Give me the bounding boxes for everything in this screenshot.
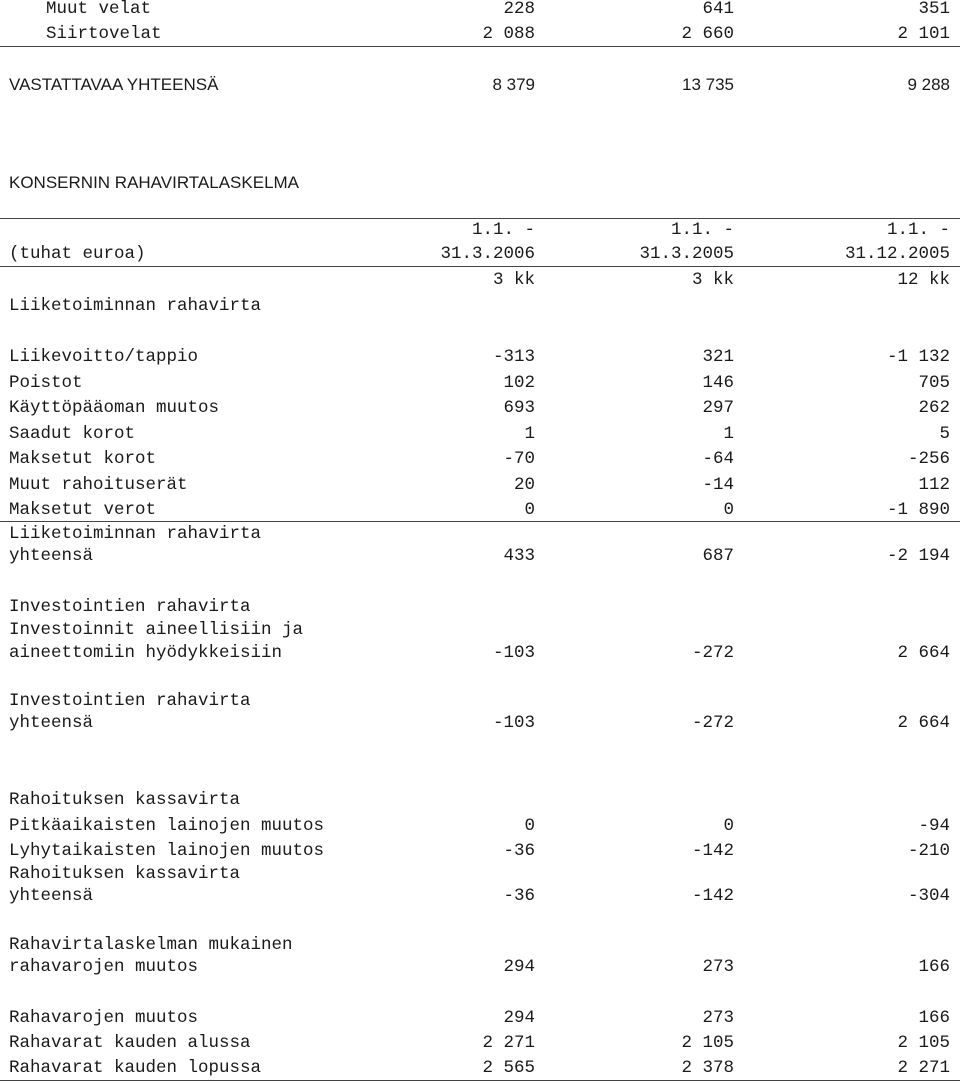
total-label: Rahoituksen kassavirta: [9, 864, 241, 884]
row-label: Rahavarat kauden alussa: [9, 1033, 251, 1053]
table-row: [0, 545, 960, 567]
value-cell: -313: [492, 347, 535, 367]
table-row: [0, 1032, 960, 1054]
table-row: [0, 372, 960, 394]
row-label: Muut velat: [46, 0, 152, 19]
value-cell: 9 288: [907, 75, 950, 94]
section-title: KONSERNIN RAHAVIRTALASKELMA: [9, 173, 300, 192]
value-cell: 1: [723, 423, 734, 444]
divider: [0, 46, 960, 47]
value-cell: 2 664: [897, 713, 950, 733]
row-label: Pitkäaikaisten lainojen muutos: [9, 816, 325, 836]
value-cell: 2 088: [482, 24, 535, 44]
row-label: yhteensä: [9, 546, 94, 566]
value-cell: 5: [939, 423, 950, 444]
value-cell: 166: [918, 1008, 950, 1028]
column-header: 1.1. -: [471, 220, 535, 240]
value-cell: 0: [723, 816, 734, 836]
header-row: [0, 269, 960, 291]
value-cell: -14: [702, 474, 734, 495]
column-header: 31.12.2005: [844, 244, 950, 264]
table-row: [0, 885, 960, 907]
value-cell: 2 271: [897, 1058, 950, 1078]
divider: [0, 521, 960, 522]
header-row: [0, 243, 960, 265]
value-cell: -256: [907, 449, 950, 469]
table-row: [0, 23, 960, 45]
row-label: Rahavarojen muutos: [9, 1008, 199, 1028]
value-cell: -94: [918, 816, 950, 836]
value-cell: 321: [702, 347, 734, 367]
value-cell: 294: [503, 1008, 535, 1028]
value-cell: 166: [918, 957, 950, 977]
value-cell: 2 660: [681, 24, 734, 44]
value-cell: 2 565: [482, 1058, 535, 1078]
table-row: [0, 956, 960, 978]
value-cell: -142: [691, 841, 734, 861]
total-label: Rahavirtalaskelman mukainen: [9, 935, 293, 955]
row-label: Muut rahoituserät: [9, 474, 188, 495]
value-cell: 2 105: [897, 1033, 950, 1053]
table-row: [0, 346, 960, 368]
row-label: Saadut korot: [9, 423, 136, 444]
value-cell: 687: [702, 546, 734, 566]
row-label: Rahavarat kauden lopussa: [9, 1058, 262, 1078]
value-cell: -70: [503, 449, 535, 469]
value-cell: -36: [503, 886, 535, 906]
total-label: Investointien rahavirta: [9, 691, 251, 711]
divider: [0, 266, 960, 267]
value-cell: 0: [524, 500, 535, 520]
value-cell: -304: [907, 886, 950, 906]
value-cell: 20: [513, 474, 535, 495]
section-title: Investointien rahavirta: [9, 597, 251, 617]
row-label: Siirtovelat: [46, 24, 162, 44]
value-cell: -64: [702, 449, 734, 469]
value-cell: 2 664: [897, 643, 950, 663]
value-cell: 641: [702, 0, 734, 19]
value-cell: 351: [918, 0, 950, 19]
column-header: 1.1. -: [670, 220, 734, 240]
column-header: 31.3.2005: [639, 244, 734, 264]
value-cell: 13 735: [682, 75, 734, 94]
value-cell: 2 378: [681, 1058, 734, 1078]
table-row: [0, 815, 960, 837]
section-title: Liiketoiminnan rahavirta: [9, 296, 262, 316]
column-header: 3 kk: [691, 270, 734, 290]
table-row: [0, 499, 960, 521]
value-cell: 8 379: [492, 75, 535, 94]
value-cell: 0: [524, 816, 535, 836]
table-row: [0, 1007, 960, 1029]
row-label: VASTATTAVAA YHTEENSÄ: [9, 75, 219, 94]
value-cell: -1 890: [886, 500, 950, 520]
row-label: Poistot: [9, 372, 83, 393]
table-row: [0, 0, 960, 20]
column-header: 3 kk: [492, 270, 535, 290]
row-label: Lyhytaikaisten lainojen muutos: [9, 841, 325, 861]
table-row: [0, 423, 960, 445]
value-cell: 297: [702, 398, 734, 418]
value-cell: 705: [918, 372, 950, 393]
table-row: [0, 397, 960, 419]
row-label: rahavarojen muutos: [9, 957, 199, 977]
section-title: Rahoituksen kassavirta: [9, 790, 241, 810]
row-label: aineettomiin hyödykkeisiin: [9, 643, 283, 663]
row-label: Maksetut verot: [9, 500, 157, 520]
value-cell: -2 194: [886, 546, 950, 566]
value-cell: -1 132: [886, 347, 950, 367]
value-cell: 102: [503, 372, 535, 393]
table-row: [0, 74, 960, 96]
column-header: 12 kk: [897, 270, 950, 290]
value-cell: -103: [492, 643, 535, 663]
row-label: yhteensä: [9, 713, 94, 733]
value-cell: 693: [503, 398, 535, 418]
value-cell: -142: [691, 886, 734, 906]
value-cell: 0: [723, 500, 734, 520]
total-label: Liiketoiminnan rahavirta: [9, 524, 262, 544]
value-cell: 2 271: [482, 1033, 535, 1053]
row-label-line: Investoinnit aineellisiin ja: [9, 620, 304, 640]
header-row: [0, 219, 960, 241]
value-cell: -210: [907, 841, 950, 861]
value-cell: 273: [702, 957, 734, 977]
value-cell: 433: [503, 546, 535, 566]
value-cell: 262: [918, 398, 950, 418]
value-cell: 228: [503, 0, 535, 19]
value-cell: 2 105: [681, 1033, 734, 1053]
table-row: [0, 642, 960, 664]
value-cell: 112: [918, 474, 950, 495]
value-cell: 273: [702, 1008, 734, 1028]
row-label: Liikevoitto/tappio: [9, 347, 199, 367]
row-label: Maksetut korot: [9, 449, 157, 469]
table-row: [0, 712, 960, 734]
unit-label: (tuhat euroa): [9, 244, 146, 264]
value-cell: -272: [691, 643, 734, 663]
table-row: [0, 840, 960, 862]
column-header: 31.3.2006: [440, 244, 535, 264]
row-label: yhteensä: [9, 886, 94, 906]
value-cell: -272: [691, 713, 734, 733]
value-cell: -36: [503, 841, 535, 861]
row-label: Käyttöpääoman muutos: [9, 398, 220, 418]
value-cell: 146: [702, 372, 734, 393]
table-row: [0, 1057, 960, 1079]
table-row: [0, 448, 960, 470]
value-cell: 2 101: [897, 24, 950, 44]
table-row: [0, 474, 960, 496]
column-header: 1.1. -: [886, 220, 950, 240]
value-cell: -103: [492, 713, 535, 733]
divider: [0, 1080, 960, 1081]
value-cell: 1: [524, 423, 535, 444]
value-cell: 294: [503, 957, 535, 977]
